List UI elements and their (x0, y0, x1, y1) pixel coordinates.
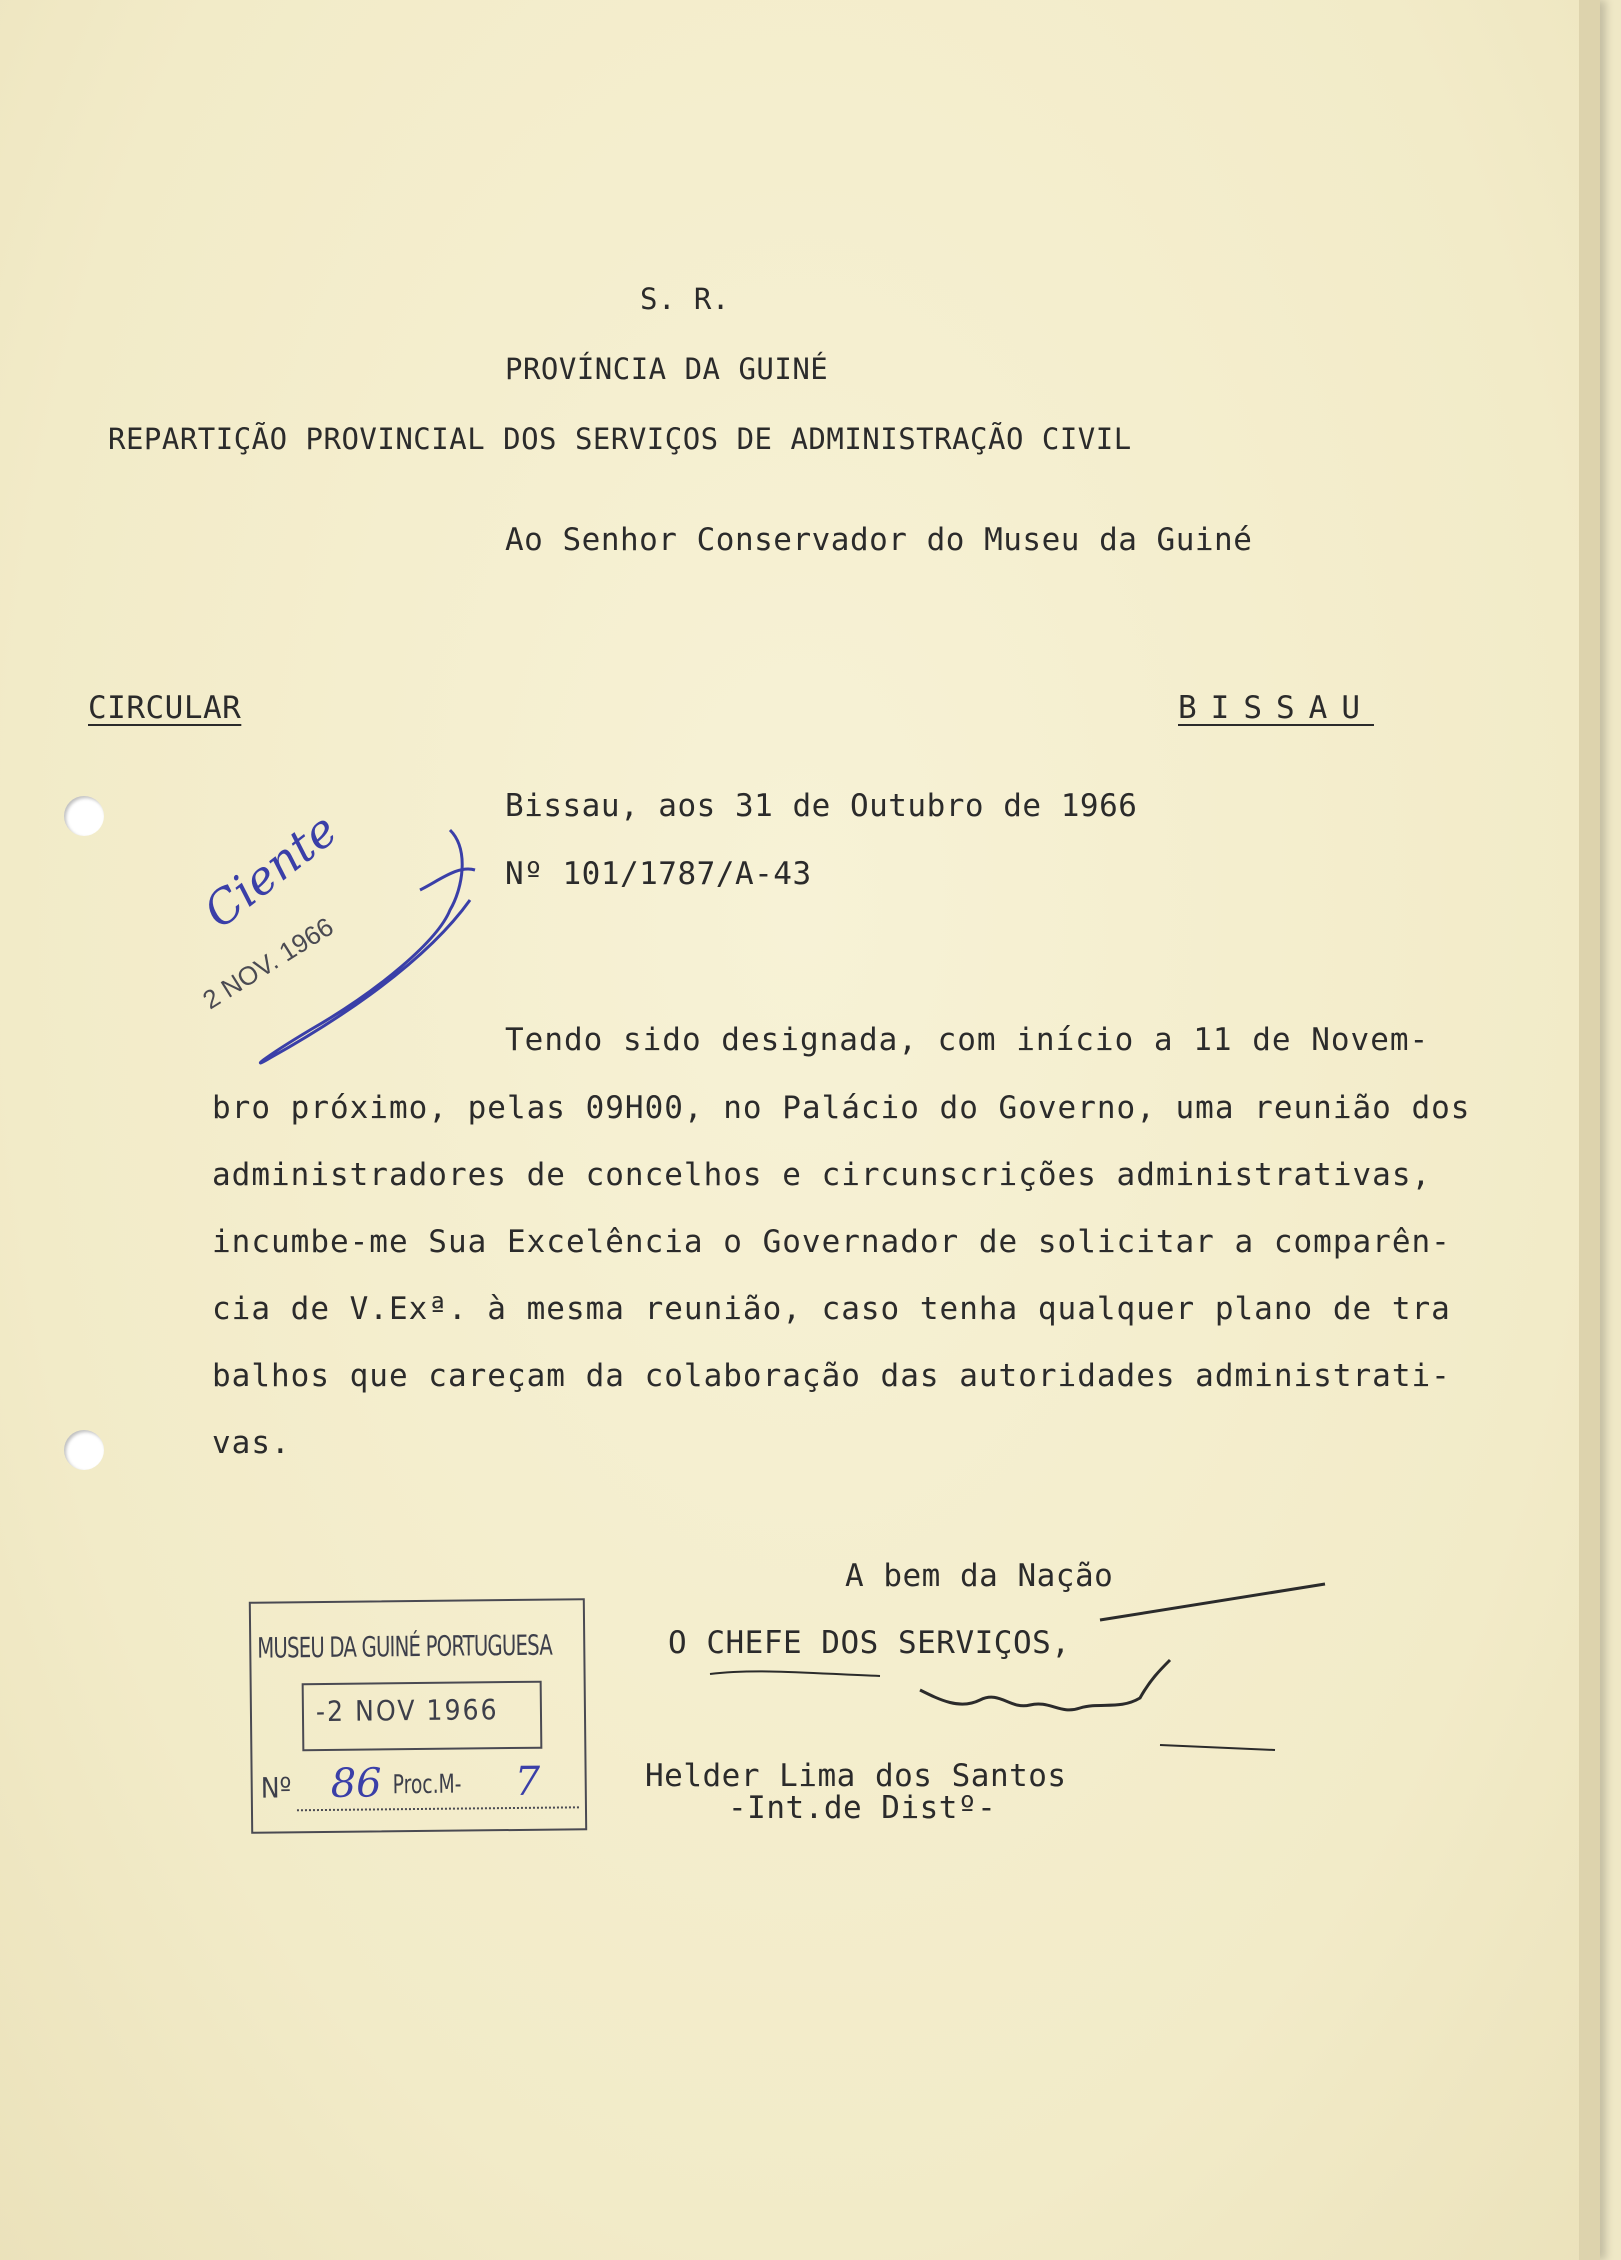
stamp-proc-label: Proc.M- (392, 1769, 462, 1801)
body-line-2: bro próximo, pelas 09H00, no Palácio do Governo, uma reunião dos (212, 1090, 1471, 1126)
annotation-date-stamp: 2 NOV. 1966 (197, 911, 339, 1016)
punch-hole-bottom (64, 1430, 104, 1470)
annotation-flourish (420, 869, 475, 890)
closing-salutation: A bem da Nação (845, 1558, 1114, 1594)
body-line-6: balhos que careçam da colaboração das autoridades administrati- (212, 1358, 1451, 1394)
signer-title: -Int.de Distº- (728, 1790, 997, 1826)
stamp-title: MUSEU DA GUINÉ PORTUGUESA (257, 1628, 553, 1665)
museum-stamp (249, 1598, 587, 1834)
stamp-proc-value: 7 (514, 1758, 541, 1805)
reference-number: Nº 101/1787/A-43 (505, 856, 812, 892)
circular-label: CIRCULAR (88, 690, 242, 726)
stamp-number: 86 (330, 1760, 382, 1807)
annotation-ciente: Ciente (193, 802, 347, 939)
header-province: PROVÍNCIA DA GUINÉ (505, 352, 829, 386)
stamp-date: -2 NOV 1966 (315, 1693, 499, 1729)
signer-name: Helder Lima dos Santos (645, 1758, 1067, 1794)
date-line: Bissau, aos 31 de Outubro de 1966 (505, 788, 1138, 824)
body-line-7: vas. (212, 1425, 291, 1461)
signature (700, 1570, 1320, 1770)
annotation-drawing (193, 802, 500, 1080)
city-label: BISSAU (1178, 690, 1374, 726)
body-line-1: Tendo sido designada, com início a 11 de Novem- (505, 1022, 1430, 1058)
handwritten-annotation (193, 802, 500, 1080)
header-department: REPARTIÇÃO PROVINCIAL DOS SERVIÇOS DE ADMINISTRAÇÃO CIVIL (108, 422, 1132, 456)
punch-hole-top (64, 796, 104, 836)
closing-role: O CHEFE DOS SERVIÇOS, (668, 1625, 1071, 1661)
addressee: Ao Senhor Conservador do Museu da Guiné (505, 522, 1253, 558)
body-line-4: incumbe-me Sua Excelência o Governador de solicitar a comparên- (212, 1224, 1451, 1260)
stamp-number-label: Nº (260, 1771, 292, 1805)
body-line-5: cia de V.Exª. à mesma reunião, caso tenha qualquer plano de tra (212, 1291, 1451, 1327)
stamp-dotted-line (297, 1806, 579, 1811)
header-top: S. R. (640, 282, 730, 316)
body-line-3: administradores de concelhos e circunscrições administrativas, (212, 1157, 1432, 1193)
paper-edge (1579, 0, 1600, 2260)
